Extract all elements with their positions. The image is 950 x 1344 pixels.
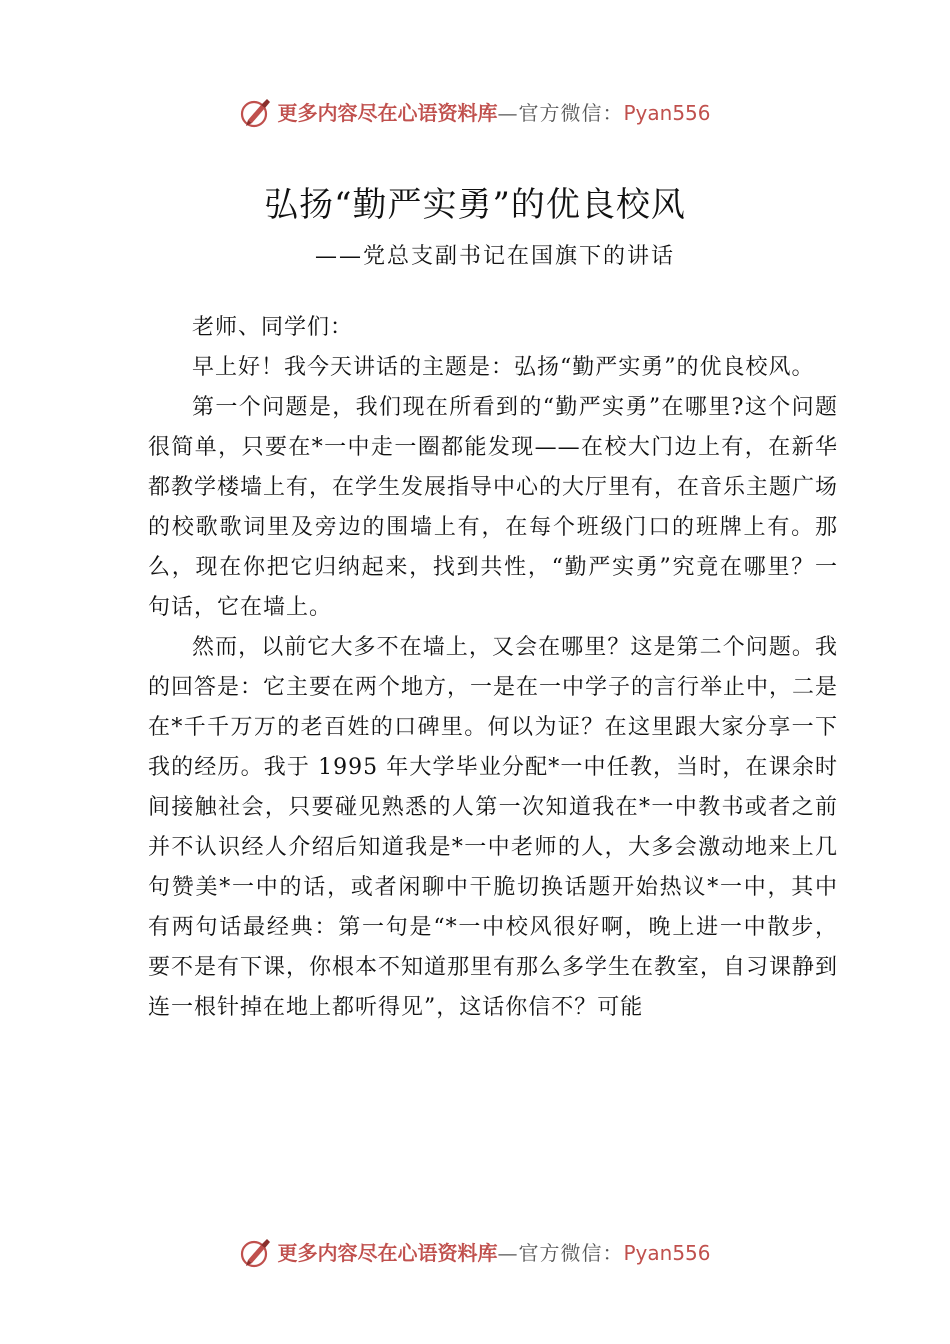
paragraph-question-one: 第一个问题是，我们现在所看到的“勤严实勇”在哪里?这个问题很简单，只要在*一中走一圈都能发现——在校大门边上有，在新华都教学楼墙上有，在学生发展指导中心的大厅里有，在音乐主题广场的校歌歌词里及旁边的围墙上有，在每个班级门口的班牌上有。那么，现在你把它归纳起来，找到共性，“勤严实勇”究竟在哪里？一句话，它在墙上。 [148, 395, 839, 620]
footer-banner [0, 1236, 950, 1270]
paragraph-question-two: 然而，以前它大多不在墙上，又会在哪里？这是第二个问题。我的回答是：它主要在两个地方，一是在一中学子的言行举止中，二是在*千千万万的老百姓的口碑里。何以为证？在这里跟大家分享一下我的经历。我于 1995 年大学毕业分配*一中任教，当时，在课余时间接触社会，只要碰见熟悉的人第一次知道我在*一中教书或者之前并不认识经人介绍后知道我是*一中老师的人，大多会激动地来上几句赞美*一中的话，或者闲聊中干脆切换话题开始热议*一中，其中有两句话最经典：第一句是“*一中校风很好啊，晚上进一中散步，要不是有下课，你根本不知道那里有那么多学生在教室，自习课静到连一根针掉在地上都听得见”，这话你信不？可能 [148, 635, 839, 1020]
document-body [148, 308, 838, 1028]
pen-logo-icon [239, 1236, 273, 1270]
pen-logo-icon [239, 96, 273, 130]
document-subtitle: ——党总支副书记在国旗下的讲话 [314, 244, 675, 269]
banner-lead-text: 更多内容尽在心语资料库 [277, 101, 498, 125]
banner-wechat-id: Pyan556 [623, 101, 711, 125]
banner-wechat-id: Pyan556 [623, 1241, 711, 1265]
document-title: 弘扬“勤严实勇”的优良校风 [264, 185, 686, 225]
paragraph-topic: 早上好！我今天讲话的主题是：弘扬“勤严实勇”的优良校风。 [192, 355, 815, 380]
header-banner [0, 96, 950, 130]
banner-lead-text: 更多内容尽在心语资料库 [277, 1241, 498, 1265]
banner-mid-text: —官方微信： [497, 1241, 624, 1265]
banner-mid-text: —官方微信： [497, 101, 624, 125]
paragraph-greeting: 老师、同学们： [192, 315, 354, 340]
